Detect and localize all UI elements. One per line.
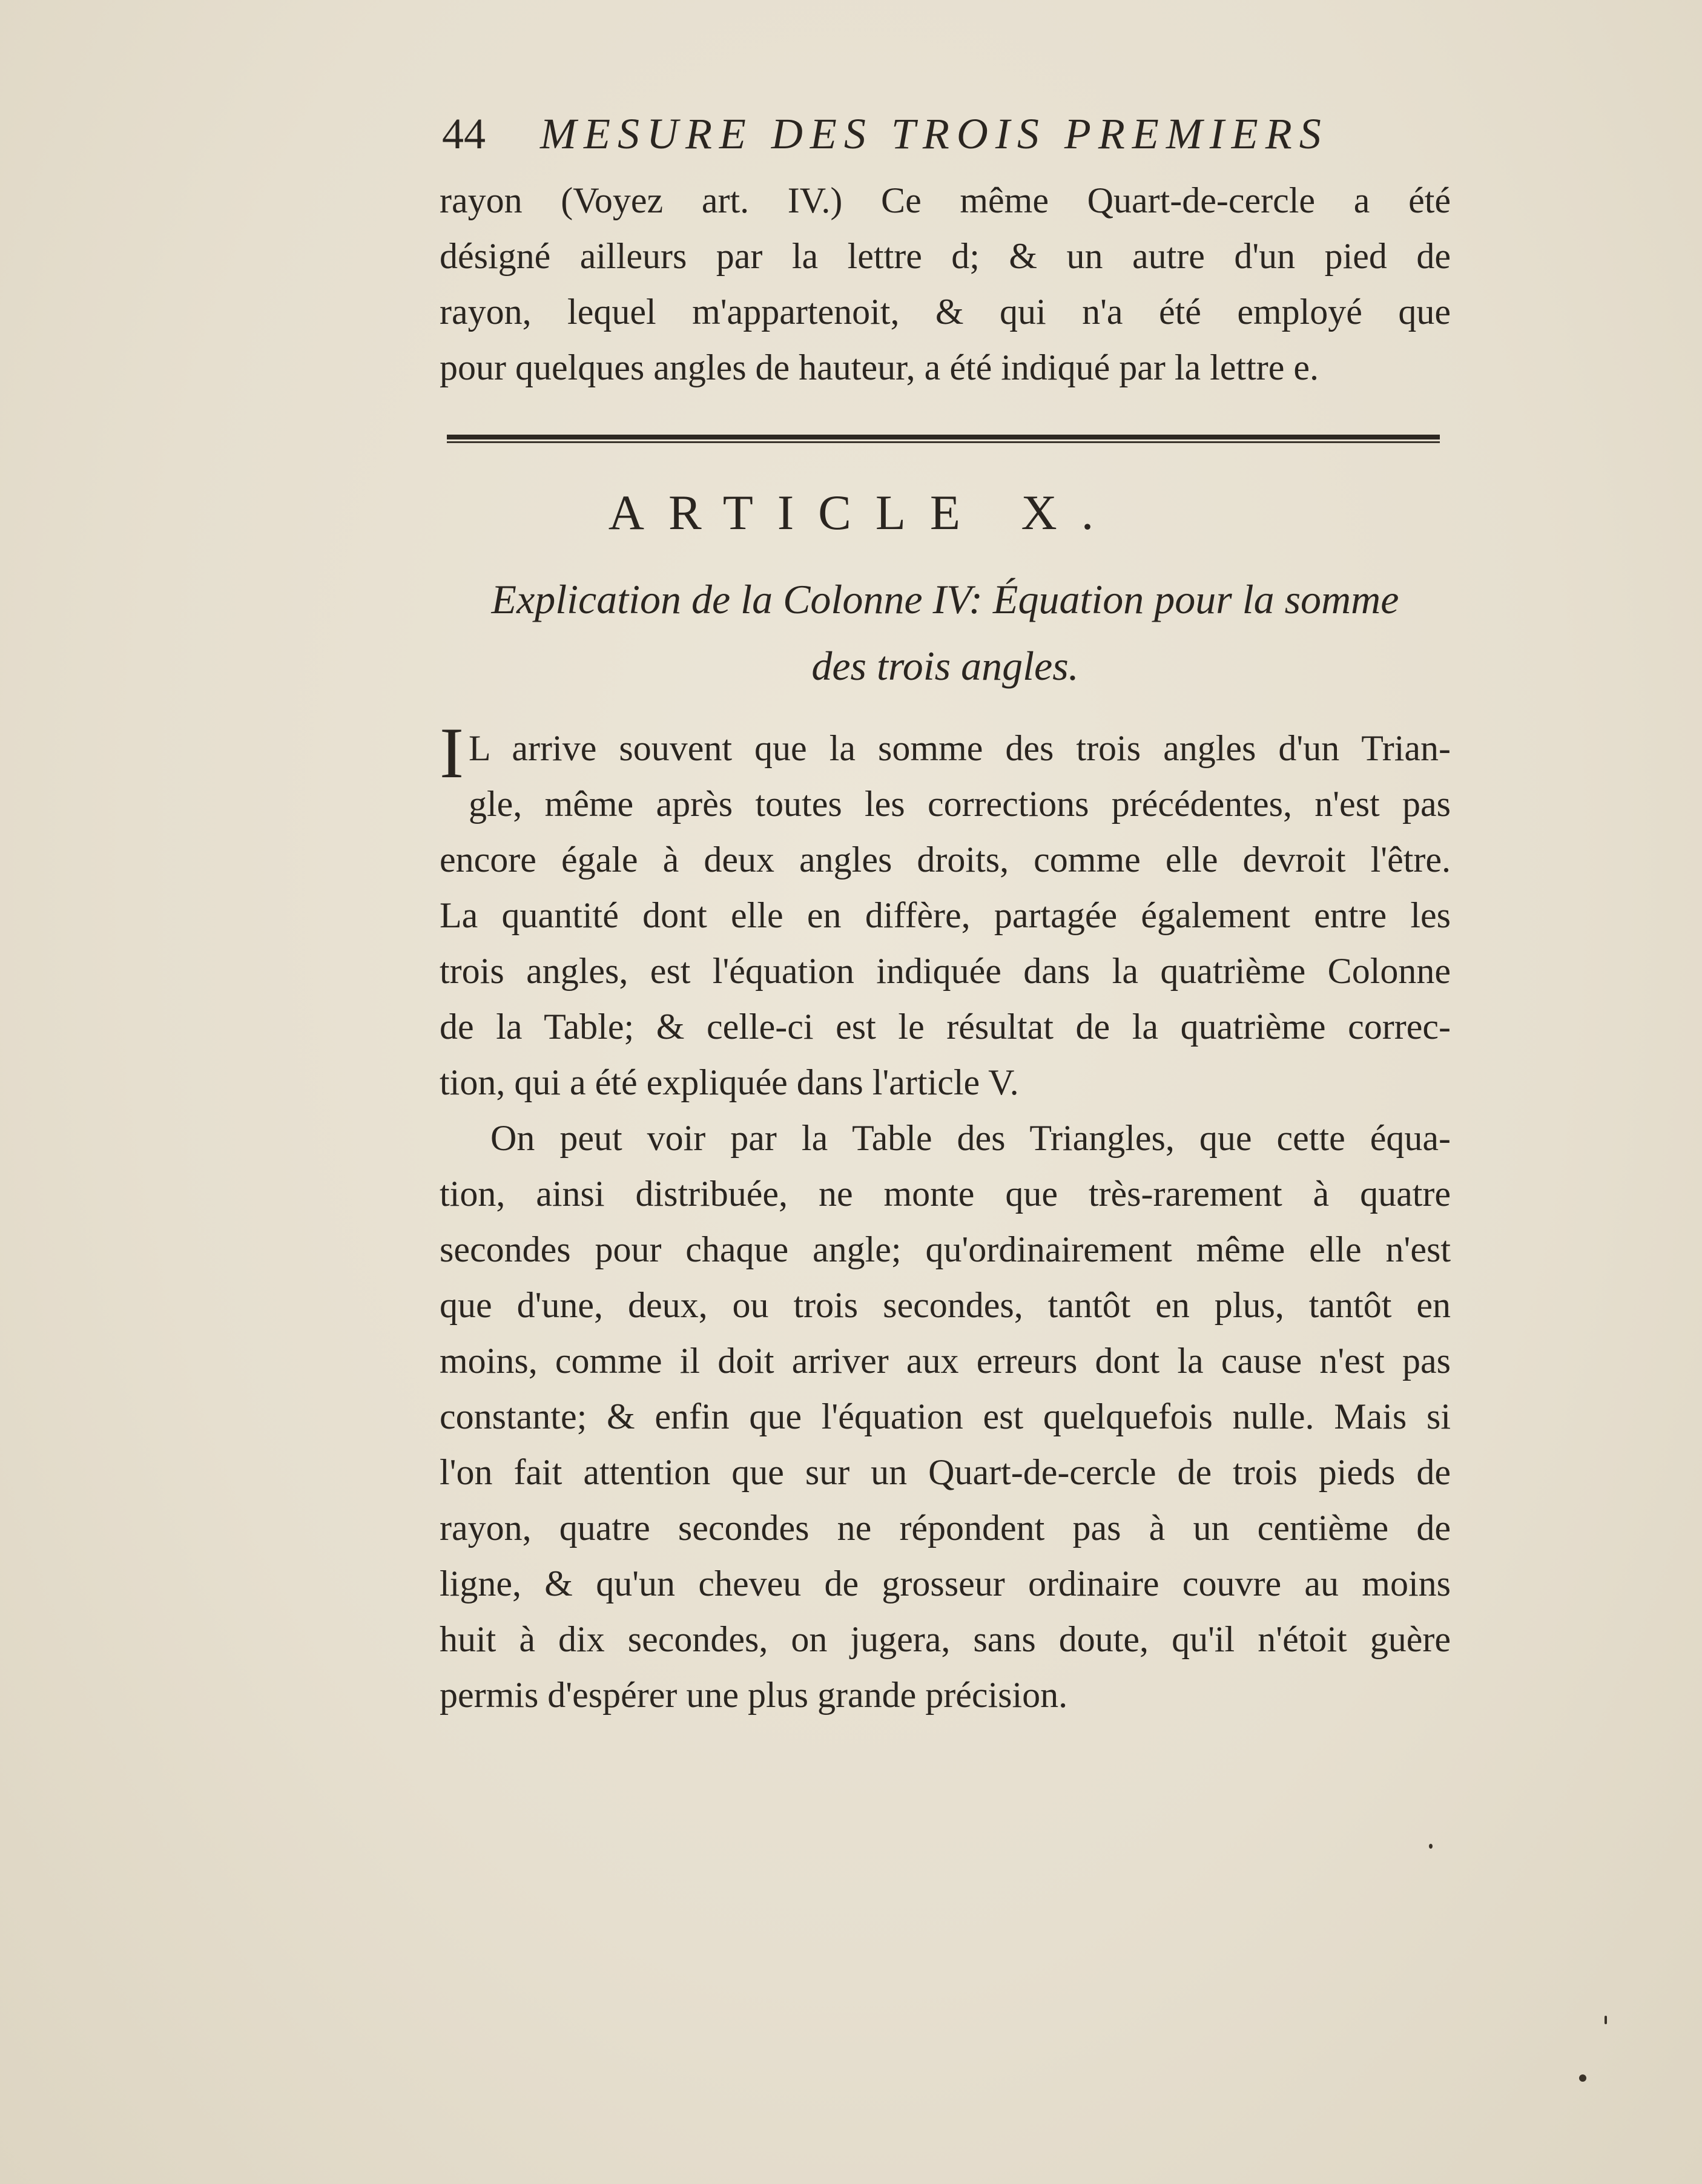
text-line: gle, même après toutes les corrections précédentes, n'est pas — [468, 784, 1451, 824]
text-line: rayon, quatre secondes ne répondent pas à un centième de — [440, 1508, 1451, 1548]
paper-speck — [1429, 1844, 1433, 1849]
text-line: rayon (Voyez art. IV.) Ce même Quart-de-cercle a été — [440, 180, 1451, 220]
intro-paragraph — [440, 173, 1451, 395]
text-line: trois angles, est l'équation indiquée dans la quatrième Colonne — [440, 951, 1451, 991]
page-header — [442, 109, 1338, 176]
text-line: pour quelques angles de hauteur, a été indiqué par la lettre e. — [440, 347, 1319, 387]
article-heading: ARTICLE X. — [608, 485, 1118, 540]
article-subtitle — [440, 566, 1451, 699]
running-title: MESURE DES TROIS PREMIERS — [540, 110, 1328, 158]
text-line: On peut voir par la Table des Triangles, que cette équa- — [490, 1118, 1451, 1158]
text-line: de la Table; & celle-ci est le résultat de la quatrième correc- — [440, 1007, 1451, 1047]
subtitle-line: des trois angles. — [811, 643, 1079, 689]
text-line: secondes pour chaque angle; qu'ordinairement même elle n'est — [440, 1229, 1451, 1269]
paragraph-2 — [440, 1110, 1451, 1723]
page-number: 44 — [442, 110, 486, 158]
text-line: permis d'espérer une plus grande précision. — [440, 1675, 1068, 1715]
text-line: tion, ainsi distribuée, ne monte que très-rarement à quatre — [440, 1174, 1451, 1214]
drop-cap: I — [440, 712, 464, 793]
text-line: tion, qui a été expliquée dans l'article V. — [440, 1062, 1019, 1102]
text-line: rayon, lequel m'appartenoit, & qui n'a été employé que — [440, 292, 1451, 332]
text-line: que d'une, deux, ou trois secondes, tantôt en plus, tantôt en — [440, 1285, 1451, 1325]
text-line: ligne, & qu'un cheveu de grosseur ordinaire couvre au moins — [440, 1564, 1451, 1603]
text-line: La quantité dont elle en diffère, partagée également entre les — [440, 895, 1451, 935]
text-line: constante; & enfin que l'équation est quelquefois nulle. Mais si — [440, 1396, 1451, 1436]
text-line: l'on fait attention que sur un Quart-de-cercle de trois pieds de — [440, 1452, 1451, 1492]
subtitle-line: Explication de la Colonne IV: Équation pour la somme — [491, 576, 1399, 622]
text-line: désigné ailleurs par la lettre d; & un autre d'un pied de — [440, 236, 1451, 276]
text-line: L arrive souvent que la somme des trois angles d'un Trian- — [468, 728, 1451, 768]
paper-speck — [1579, 2074, 1586, 2082]
text-line: moins, comme il doit arriver aux erreurs dont la cause n'est pas — [440, 1341, 1451, 1381]
text-line: huit à dix secondes, on jugera, sans doute, qu'il n'étoit guère — [440, 1619, 1451, 1659]
section-divider-rule — [447, 435, 1440, 443]
paper-speck — [1605, 2016, 1607, 2024]
text-line: encore égale à deux angles droits, comme elle devroit l'être. — [440, 840, 1451, 880]
paragraph-1 — [440, 712, 1451, 1110]
